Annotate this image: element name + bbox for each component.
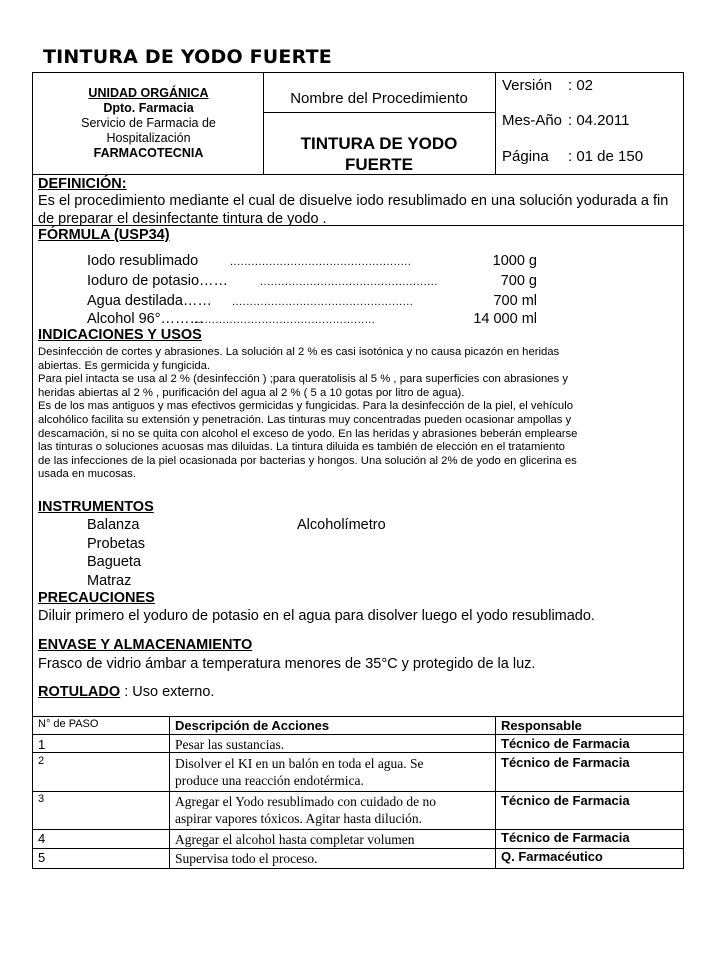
- definition-line: de preparar el desinfectante tintura de yodo .: [38, 211, 327, 227]
- step-description: [175, 755, 424, 789]
- definition-text: [38, 192, 680, 228]
- step-number: 3: [38, 793, 45, 805]
- indications-line: de las infecciones de la piel ocasionada por bacterias y hongos. Una solución al 2% de yodo en glicerina es: [38, 454, 577, 467]
- instrument-item: Bagueta: [87, 554, 142, 570]
- instruments-heading: INSTRUMENTOS: [38, 499, 154, 515]
- indications-line: Para piel intacta se usa al 2 % (desinfección ) ;para queratolisis al 5 % , para superficies con abrasiones y: [38, 373, 568, 386]
- precautions-heading: PRECAUCIONES: [38, 590, 155, 606]
- labeling-text: : Uso externo.: [120, 684, 215, 700]
- step-number: 1: [38, 737, 46, 752]
- formula-leader: ...................................................: [194, 314, 376, 326]
- table-border: [32, 716, 684, 717]
- table-header-responsible: Responsable: [501, 718, 582, 733]
- step-description: [175, 831, 415, 848]
- step-responsible: Q. Farmacéutico: [501, 849, 603, 864]
- table-header-step: N° de PASO: [38, 718, 99, 730]
- step-responsible: Técnico de Farmacia: [501, 755, 630, 770]
- indications-heading: INDICACIONES Y USOS: [38, 327, 202, 343]
- formula-item-qty: 14 000 ml: [473, 311, 537, 327]
- date-row: [502, 112, 629, 129]
- indications-line: Desinfección de cortes y abrasiones. La solución al 2 % es casi isotónica y no causa picazón en heridas: [38, 346, 560, 358]
- header-divider-2: [495, 72, 496, 174]
- procedure-label: Nombre del Procedimiento: [290, 90, 468, 107]
- page-value: : 01 de 150: [568, 148, 644, 165]
- version-label: Versión: [502, 77, 553, 94]
- step-description-line: Supervisa todo el proceso.: [175, 851, 318, 866]
- step-responsible: Técnico de Farmacia: [501, 830, 630, 845]
- table-border: [32, 791, 684, 792]
- header-divider-3: [263, 112, 495, 113]
- page-label: Página: [502, 148, 549, 165]
- step-description-line: aspirar vapores tóxicos. Agitar hasta dilución.: [175, 811, 423, 826]
- procedure-name: [263, 133, 495, 175]
- indications-line: descamación, si no se quita con alcohol el exceso de yodo. En las heridas y abrasiones beberán emplearse: [38, 427, 578, 440]
- step-number: 4: [38, 831, 46, 846]
- org-unit-title: UNIDAD ORGÁNICA: [88, 86, 209, 100]
- instrument-item: Matraz: [87, 573, 132, 589]
- indications-line: las tinturas o soluciones acuosas mas diluidas. La tintura diluida es también de elección en el tratamiento: [38, 441, 565, 454]
- formula-heading: FÓRMULA (USP34): [38, 227, 170, 243]
- table-border: [169, 716, 170, 869]
- step-number: 5: [38, 850, 46, 865]
- step-description-line: produce una reacción endotérmica.: [175, 773, 364, 788]
- formula-leader: ..................................................: [260, 276, 438, 288]
- table-header-description: Descripción de Acciones: [175, 718, 330, 733]
- formula-leader: ...................................................: [230, 256, 412, 268]
- formula-item-name: Iodo resublimado: [87, 253, 199, 269]
- step-responsible: Técnico de Farmacia: [501, 736, 630, 751]
- formula-item-name: Ioduro de potasio……: [87, 273, 229, 289]
- storage-heading: ENVASE Y ALMACENAMIENTO: [38, 637, 253, 653]
- formula-item-name: Agua destilada……: [87, 293, 212, 309]
- step-description: [175, 793, 436, 827]
- step-description: [175, 850, 317, 867]
- formula-item-name: Alcohol 96°………: [87, 311, 205, 327]
- storage-text: Frasco de vidrio ámbar a temperatura menores de 35°C y protegido de la luz.: [38, 656, 536, 672]
- instrument-item: Alcoholímetro: [297, 517, 386, 533]
- step-description-line: Pesar las sustancias.: [175, 737, 285, 752]
- step-number: 2: [38, 755, 45, 767]
- formula-item-qty: 1000 g: [492, 253, 537, 269]
- definition-line: Es el procedimiento mediante el cual de disuelve iodo resublimado en una solución yodurada a fin: [38, 193, 669, 209]
- indications-line: Es de los mas antiguos y mas efectivos germicidas y fungicidas. Para la desinfección de la piel, el vehículo: [38, 400, 573, 413]
- indications-text: [38, 346, 680, 482]
- version-row: [502, 77, 593, 94]
- instrument-item: Balanza: [87, 517, 140, 533]
- step-responsible: Técnico de Farmacia: [501, 793, 630, 808]
- step-description-line: Disolver el KI en un balón en toda el agua. Se: [175, 756, 424, 771]
- org-area: FARMACOTECNIA: [93, 146, 204, 160]
- table-border: [495, 716, 496, 869]
- indications-line: usada en mucosas.: [38, 468, 136, 481]
- org-dept: Dpto. Farmacia: [103, 101, 194, 115]
- step-description-line: Agregar el alcohol hasta completar volumen: [175, 832, 415, 847]
- date-value: : 04.2011: [568, 112, 630, 129]
- labeling-row: [38, 683, 680, 701]
- labeling-heading: ROTULADO: [38, 684, 121, 700]
- date-label: Mes-Año: [502, 112, 563, 129]
- step-description: [175, 736, 284, 753]
- procedure-name-line: TINTURA DE YODO: [300, 134, 458, 153]
- definition-heading: DEFINICIÓN:: [38, 176, 127, 192]
- formula-item-qty: 700 g: [500, 273, 537, 289]
- page-row: [502, 148, 643, 165]
- formula-leader: ...................................................: [232, 296, 414, 308]
- indications-line: heridas abiertas al 2 % , purificación del agua al 2 % ( 5 a 10 gotas por litro de agua).: [38, 386, 465, 399]
- formula-item-qty: 700 ml: [493, 293, 537, 309]
- org-unit-block: [34, 86, 263, 161]
- step-description-line: Agregar el Yodo resublimado con cuidado de no: [175, 794, 436, 809]
- version-value: : 02: [568, 77, 594, 94]
- instrument-item: Probetas: [87, 536, 146, 552]
- indications-line: abiertas. Es germicida y fungicida.: [38, 359, 211, 372]
- org-service: Servicio de Farmacia de: [81, 116, 216, 130]
- document-title: TINTURA DE YODO FUERTE: [43, 46, 332, 68]
- table-border: [32, 752, 684, 753]
- indications-line: alcohólico facilita su extensión y penetración. Las tinturas muy concentradas pueden ocasionar ampollas y: [38, 413, 572, 426]
- procedure-name-line: FUERTE: [345, 155, 413, 174]
- table-border: [32, 734, 684, 735]
- precautions-text: Diluir primero el yoduro de potasio en el agua para disolver luego el yodo resublimado.: [38, 608, 595, 624]
- org-service-2: Hospitalización: [106, 131, 191, 145]
